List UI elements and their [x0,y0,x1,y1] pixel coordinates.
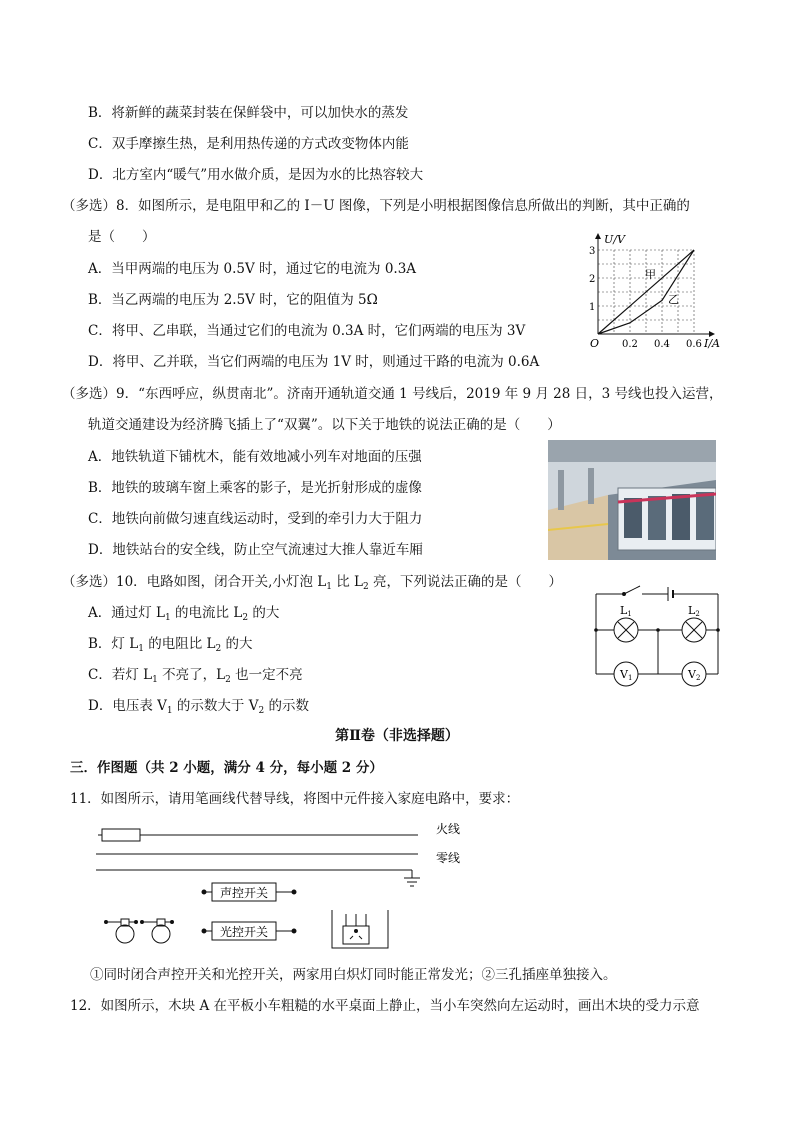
origin-label: O [590,337,600,350]
household-circuit-diagram [88,818,478,960]
y-tick-label: 3 [589,246,596,257]
q11-stem: 11．如图所示，请用笔画线代替导线，将图中元件接入家庭电路中，要求： [70,791,520,807]
x-tick-label: 0.6 [686,339,702,350]
q12-stem: 12．如图所示，木块 A 在平板小车粗糙的水平桌面上静止，当小车突然向左运动时，画出木块的受力示意 [70,998,700,1014]
q9-option-d: D．地铁站台的安全线，防止空气流速过大推人靠近车厢 [88,542,423,558]
subway-photo [548,440,716,560]
lamp-l1-label: L1 [620,604,632,618]
lamp-l2-label: L2 [688,604,700,618]
y-tick-label: 1 [589,302,596,313]
q10-option-a: A．通过灯 $L_1$ 的电流比 $L_2$ 的大 [88,605,280,623]
q7-option-c: C．双手摩擦生热，是利用热传递的方式改变物体内能 [88,136,409,152]
x-tick-label: 0.4 [654,339,670,350]
voltmeter-v1-label: V1 [620,668,633,682]
x-axis-label: I/A [704,337,720,350]
q10-option-c: C．若灯 $L_1$ 不亮了，$L_2$ 也一定不亮 [88,667,303,685]
q10-option-d: D．电压表 $V_1$ 的示数大于 $V_2$ 的示数 [88,698,309,716]
live-wire-label: 火线 [436,822,461,836]
q10-circuit-diagram [588,582,728,692]
q9-stem-cont: 轨道交通建设为经济腾飞插上了“双翼”。以下关于地铁的说法正确的是（ ） [88,417,561,433]
q9-option-a: A．地铁轨道下铺枕木，能有效地减小列车对地面的压强 [88,449,422,465]
q8-option-c: C．将甲、乙串联，当通过它们的电流为 0.3A 时，它们两端的电压为 3V [88,323,526,339]
q10-option-b: B．灯 $L_1$ 的电阻比 $L_2$ 的大 [88,636,253,654]
three-hole-socket [332,910,388,948]
light-switch-label: 光控开关 [220,925,269,939]
iu-graph [586,228,726,350]
bulb-1 [105,919,138,943]
q8-stem-cont: 是（ ） [88,229,156,245]
q8-option-a: A．当甲两端的电压为 0.5V 时，通过它的电流为 0.3A [88,261,417,277]
voltmeter-v2-label: V2 [688,668,701,682]
q9-option-b: B．地铁的玻璃车窗上乘客的影子，是光折射形成的虚像 [88,480,422,496]
switch-blade [624,586,640,594]
series-yi-label: 乙 [668,293,679,306]
q11-requirement: ①同时闭合声控开关和光控开关，两家用白炽灯同时能正常发光；②三孔插座单独接入。 [90,967,617,983]
q7-option-d: D．北方室内“暖气”用水做介质，是因为水的比热容较大 [88,167,424,183]
y-axis-label: U/V [604,233,625,246]
bulb-2 [141,919,174,943]
q8-stem: （多选）8．如图所示，是电阻甲和乙的 I－U 图像，下列是小明根据图像信息所做出的判断，其中正确的 [62,198,690,214]
sound-switch-label: 声控开关 [220,886,269,900]
q8-option-d: D．将甲、乙并联，当它们两端的电压为 1V 时，则通过干路的电流为 0.6A [88,354,540,370]
neutral-wire-label: 零线 [436,851,461,865]
q8-option-b: B．当乙两端的电压为 2.5V 时，它的阻值为 5Ω [88,292,378,308]
y-tick-label: 2 [589,274,596,285]
q9-option-c: C．地铁向前做匀速直线运动时，受到的牵引力大于阻力 [88,511,423,527]
section-three-title: 三．作图题（共 2 小题，满分 4 分，每小题 2 分） [70,760,383,776]
q10-stem: （多选）10．电路如图，闭合开关,小灯泡 $L_1$ 比 $L_2$ 亮，下列说法正确的是（ ） [62,574,563,592]
fuse [102,829,140,841]
q9-stem: （多选）9．“东西呼应，纵贯南北”。济南开通轨道交通 1 号线后，2019 年 9 月 28 日，3 号线也投入运营， [62,386,723,402]
x-tick-label: 0.2 [622,339,638,350]
series-jia-label: 甲 [645,268,656,281]
part-two-title: 第Ⅱ卷（非选择题） [335,728,459,744]
q7-option-b: B．将新鲜的蔬菜封装在保鲜袋中，可以加快水的蒸发 [88,105,409,121]
